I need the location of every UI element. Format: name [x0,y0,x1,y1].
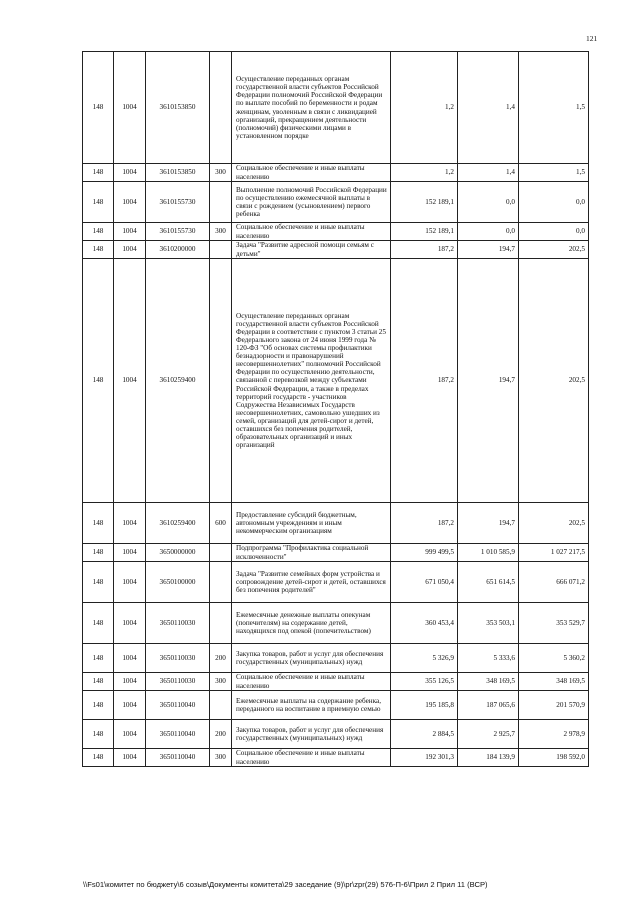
section-code-cell: 148 [83,259,114,503]
amount-year-2-cell: 194,7 [458,259,519,503]
section-code-cell: 148 [83,691,114,720]
item-name-cell: Социальное обеспечение и иные выплаты населению [232,749,391,767]
expense-type-code-cell [210,259,232,503]
subsection-code-cell: 1004 [114,562,146,603]
table-row [83,241,589,259]
expense-type-code-cell [210,52,232,164]
amount-year-1-cell: 192 301,3 [391,749,458,767]
amount-year-3-cell: 198 592,0 [519,749,589,767]
amount-year-3-cell: 202,5 [519,259,589,503]
section-code-cell: 148 [83,182,114,223]
amount-year-3-cell: 202,5 [519,503,589,544]
amount-year-1-cell: 355 126,5 [391,673,458,691]
amount-year-2-cell: 1,4 [458,52,519,164]
subsection-code-cell: 1004 [114,720,146,749]
target-article-code-cell: 3610155730 [146,182,210,223]
amount-year-2-cell: 194,7 [458,503,519,544]
amount-year-1-cell: 187,2 [391,503,458,544]
amount-year-2-cell: 194,7 [458,241,519,259]
table-row [83,164,589,182]
file-path-footer: \\Fs01\комитет по бюджету\6 созыв\Документы комитета\29 заседание (9)\pr\zpr(29) 576-П-6\Прил 2 Прил 11 (ВСР) [83,880,488,889]
amount-year-2-cell: 348 169,5 [458,673,519,691]
amount-year-3-cell: 1,5 [519,52,589,164]
amount-year-1-cell: 671 050,4 [391,562,458,603]
item-name-cell: Подпрограмма "Профилактика социальной исключенности" [232,544,391,562]
expense-type-code-cell: 300 [210,164,232,182]
amount-year-3-cell: 0,0 [519,182,589,223]
section-code-cell: 148 [83,503,114,544]
expense-type-code-cell [210,182,232,223]
subsection-code-cell: 1004 [114,52,146,164]
item-name-cell: Закупка товаров, работ и услуг для обеспечения государственных (муниципальных) нужд [232,720,391,749]
amount-year-3-cell: 202,5 [519,241,589,259]
amount-year-1-cell: 187,2 [391,241,458,259]
table-row [83,644,589,673]
expense-type-code-cell: 600 [210,503,232,544]
amount-year-3-cell: 5 360,2 [519,644,589,673]
amount-year-3-cell: 1 027 217,5 [519,544,589,562]
amount-year-3-cell: 666 071,2 [519,562,589,603]
amount-year-1-cell: 360 453,4 [391,603,458,644]
table-row [83,544,589,562]
expense-type-code-cell: 300 [210,749,232,767]
amount-year-2-cell: 1,4 [458,164,519,182]
target-article-code-cell: 3650110040 [146,749,210,767]
amount-year-2-cell: 353 503,1 [458,603,519,644]
amount-year-1-cell: 1,2 [391,52,458,164]
target-article-code-cell: 3650110030 [146,673,210,691]
budget-table [82,51,589,767]
target-article-code-cell: 3650110040 [146,691,210,720]
amount-year-1-cell: 2 884,5 [391,720,458,749]
amount-year-1-cell: 152 189,1 [391,223,458,241]
subsection-code-cell: 1004 [114,241,146,259]
table-row [83,691,589,720]
target-article-code-cell: 3610259400 [146,503,210,544]
table-row [83,562,589,603]
target-article-code-cell: 3650000000 [146,544,210,562]
subsection-code-cell: 1004 [114,644,146,673]
table-row [83,223,589,241]
target-article-code-cell: 3650100000 [146,562,210,603]
target-article-code-cell: 3610153850 [146,52,210,164]
amount-year-1-cell: 152 189,1 [391,182,458,223]
amount-year-2-cell: 651 614,5 [458,562,519,603]
section-code-cell: 148 [83,164,114,182]
table-row [83,52,589,164]
amount-year-2-cell: 187 065,6 [458,691,519,720]
expense-type-code-cell: 300 [210,673,232,691]
table-row [83,603,589,644]
subsection-code-cell: 1004 [114,182,146,223]
item-name-cell: Социальное обеспечение и иные выплаты населению [232,673,391,691]
amount-year-3-cell: 0,0 [519,223,589,241]
item-name-cell: Ежемесячные выплаты на содержание ребенка, переданного на воспитание в приемную семью [232,691,391,720]
expense-type-code-cell [210,241,232,259]
section-code-cell: 148 [83,241,114,259]
item-name-cell: Осуществление переданных органам государственной власти субъектов Российской Федерации полномочий Российской Федерации по выплате пособий по беременности и родам женщинам, уволенным в связи с ликвидацией организаций, прекращением деятельности (полномочий) физическими лицами в установленном порядке [232,52,391,164]
item-name-cell: Задача "Развитие адресной помощи семьям с детьми" [232,241,391,259]
amount-year-2-cell: 0,0 [458,182,519,223]
item-name-cell: Социальное обеспечение и иные выплаты населению [232,223,391,241]
target-article-code-cell: 3650110040 [146,720,210,749]
target-article-code-cell: 3610153850 [146,164,210,182]
amount-year-2-cell: 5 333,6 [458,644,519,673]
table-row [83,673,589,691]
item-name-cell: Социальное обеспечение и иные выплаты населению [232,164,391,182]
table-row [83,749,589,767]
amount-year-3-cell: 1,5 [519,164,589,182]
expense-type-code-cell [210,603,232,644]
section-code-cell: 148 [83,644,114,673]
subsection-code-cell: 1004 [114,603,146,644]
section-code-cell: 148 [83,562,114,603]
subsection-code-cell: 1004 [114,673,146,691]
section-code-cell: 148 [83,749,114,767]
subsection-code-cell: 1004 [114,164,146,182]
item-name-cell: Задача "Развитие семейных форм устройства и сопровождение детей-сирот и детей, оставшихся без попечения родителей" [232,562,391,603]
expense-type-code-cell: 300 [210,223,232,241]
amount-year-1-cell: 195 185,8 [391,691,458,720]
section-code-cell: 148 [83,52,114,164]
table-row [83,503,589,544]
expense-type-code-cell [210,544,232,562]
subsection-code-cell: 1004 [114,544,146,562]
expense-type-code-cell [210,691,232,720]
amount-year-3-cell: 348 169,5 [519,673,589,691]
section-code-cell: 148 [83,223,114,241]
subsection-code-cell: 1004 [114,259,146,503]
item-name-cell: Ежемесячные денежные выплаты опекунам (попечителям) на содержание детей, находящихся под опекой (попечительством) [232,603,391,644]
amount-year-2-cell: 1 010 585,9 [458,544,519,562]
expense-type-code-cell: 200 [210,720,232,749]
amount-year-1-cell: 5 326,9 [391,644,458,673]
section-code-cell: 148 [83,544,114,562]
subsection-code-cell: 1004 [114,223,146,241]
amount-year-2-cell: 184 139,9 [458,749,519,767]
subsection-code-cell: 1004 [114,503,146,544]
expense-type-code-cell: 200 [210,644,232,673]
amount-year-1-cell: 1,2 [391,164,458,182]
amount-year-1-cell: 999 499,5 [391,544,458,562]
amount-year-2-cell: 0,0 [458,223,519,241]
target-article-code-cell: 3650110030 [146,603,210,644]
target-article-code-cell: 3610259400 [146,259,210,503]
target-article-code-cell: 3610200000 [146,241,210,259]
target-article-code-cell: 3610155730 [146,223,210,241]
amount-year-2-cell: 2 925,7 [458,720,519,749]
item-name-cell: Закупка товаров, работ и услуг для обеспечения государственных (муниципальных) нужд [232,644,391,673]
item-name-cell: Осуществление переданных органам государственной власти субъектов Российской Федерации в соответствии с пунктом 3 статьи 25 Федерального закона от 24 июня 1999 года № 120-ФЗ "Об основах системы профилактики безнадзорности и правонарушений несовершеннолетних" полномочий Российской Федерации по осуществлению деятельности, связанной с перевозкой между субъектами Российской Федерации, а также в пределах территорий государств - участников Содружества Независимых Государств несовершеннолетних, самовольно ушедших из семей, организаций для детей-сирот и детей, оставшихся без попечения родителей, образовательных организаций и иных организаций [232,259,391,503]
amount-year-3-cell: 201 570,9 [519,691,589,720]
item-name-cell: Выполнение полномочий Российской Федерации по осуществлению ежемесячной выплаты в связи с рождением (усыновлением) первого ребенка [232,182,391,223]
table-row [83,182,589,223]
page-number: 121 [586,34,598,43]
amount-year-3-cell: 353 529,7 [519,603,589,644]
table-row [83,259,589,503]
subsection-code-cell: 1004 [114,749,146,767]
target-article-code-cell: 3650110030 [146,644,210,673]
section-code-cell: 148 [83,720,114,749]
expense-type-code-cell [210,562,232,603]
amount-year-3-cell: 2 978,9 [519,720,589,749]
subsection-code-cell: 1004 [114,691,146,720]
amount-year-1-cell: 187,2 [391,259,458,503]
section-code-cell: 148 [83,603,114,644]
table-row [83,720,589,749]
item-name-cell: Предоставление субсидий бюджетным, автономным учреждениям и иным некоммерческим организациям [232,503,391,544]
section-code-cell: 148 [83,673,114,691]
